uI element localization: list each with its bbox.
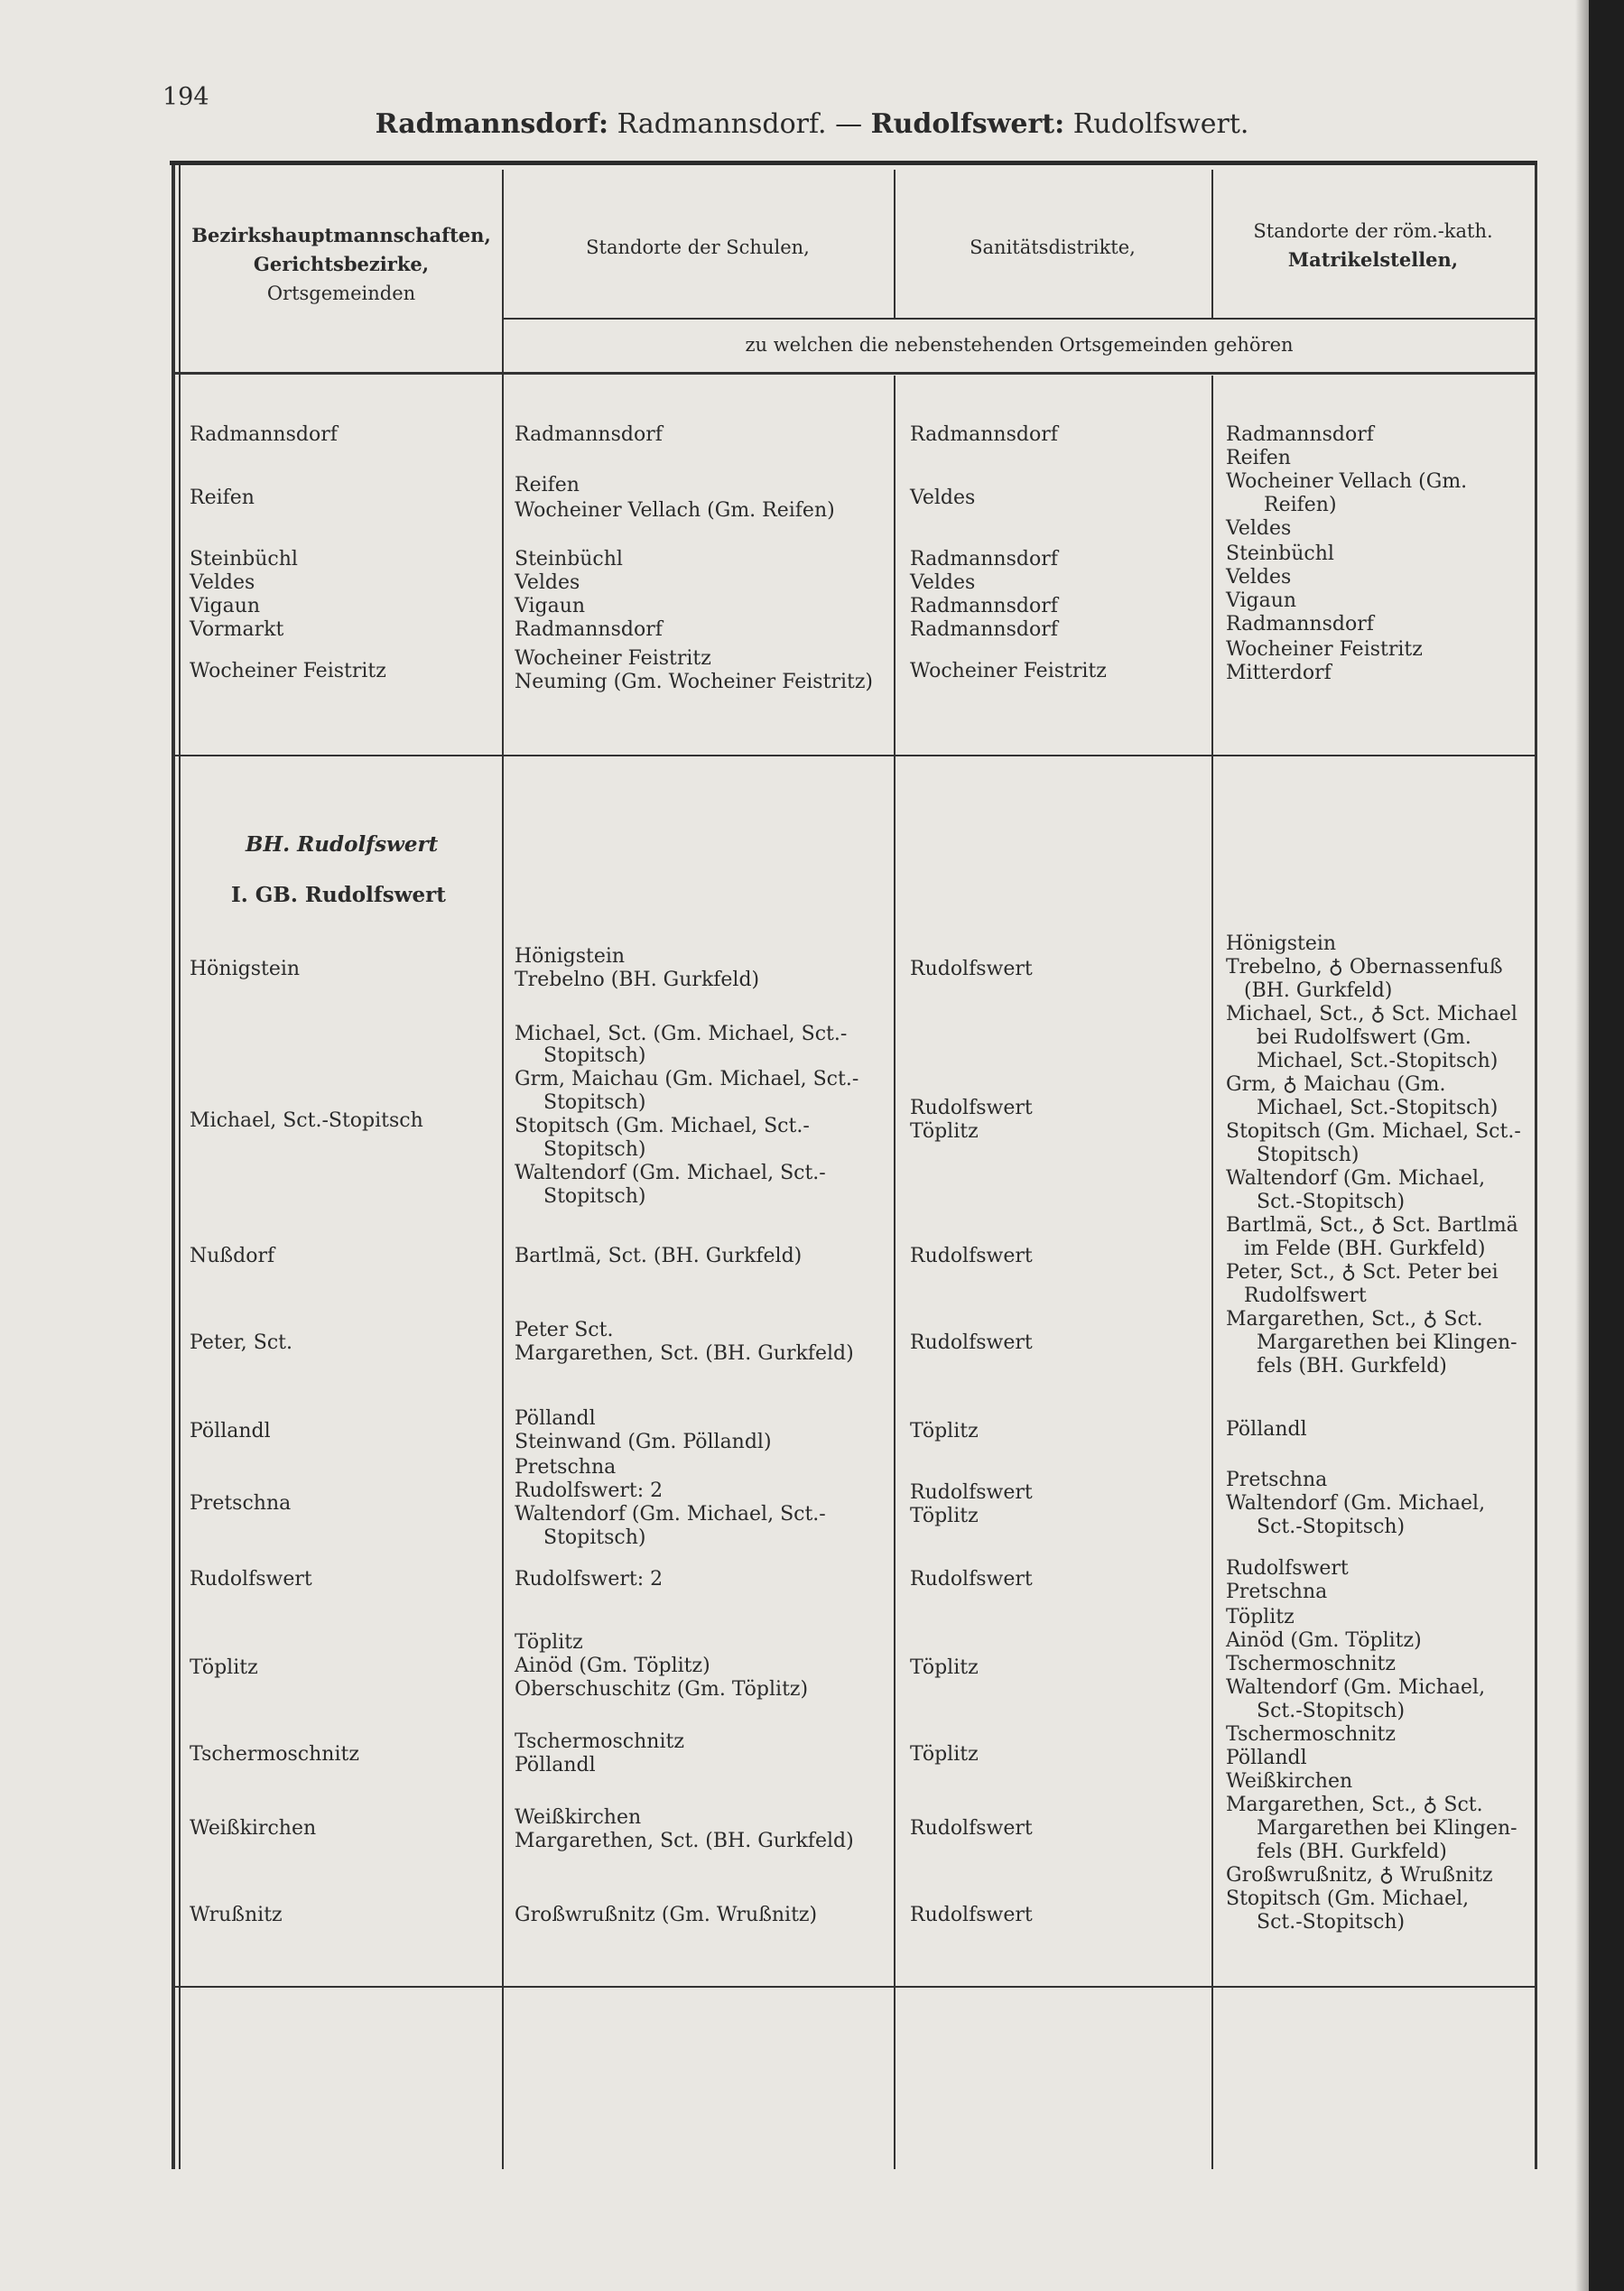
s2-col4-18: fels (BH. Gurkfeld) (1257, 1355, 1447, 1377)
s1-col1-0: Radmannsdorf (190, 423, 338, 446)
s1-col4-9: Wocheiner Feistritz (1226, 638, 1423, 661)
s2-col1-5: Pretschna (190, 1492, 292, 1515)
s2-col1-2: Nußdorf (190, 1245, 275, 1267)
s1-col3-4: Radmannsdorf (910, 595, 1058, 617)
s2-col2-0: Hönigstein (515, 945, 626, 968)
col3-divider-body (894, 376, 896, 2169)
s1-col4-3: Reifen) (1264, 494, 1337, 516)
page-number: 194 (162, 83, 209, 111)
header-col1-line3: Ortsgemeinden (266, 283, 416, 304)
s2-col4-26: Ainöd (Gm. Töplitz) (1226, 1629, 1422, 1652)
s2-col4-28: Waltendorf (Gm. Michael, (1226, 1676, 1486, 1699)
s1-col2-1: Reifen (515, 474, 580, 496)
s1-col2-6: Radmannsdorf (515, 618, 663, 641)
s2-col4-13: im Felde (BH. Gurkfeld) (1244, 1238, 1486, 1260)
s1-col2-0: Radmannsdorf (515, 423, 663, 446)
s2-col2-27: Großwrußnitz (Gm. Wrußnitz) (515, 1904, 818, 1926)
s1-col2-3: Steinbüchl (515, 548, 623, 570)
s1-col2-5: Vigaun (515, 595, 586, 617)
s2-col3-5: Töplitz (910, 1420, 979, 1442)
header-col4 (1211, 217, 1535, 274)
s2-col2-15: Pretschna (515, 1456, 617, 1479)
s2-col4-25: Töplitz (1226, 1606, 1295, 1628)
s2-col1-9: Weißkirchen (190, 1817, 317, 1840)
s2-col2-8: Waltendorf (Gm. Michael, Sct.- (515, 1162, 826, 1184)
s2-col4-33: Margarethen, Sct., ♁ Sct. (1226, 1794, 1483, 1816)
s1-col4-7: Vigaun (1226, 589, 1297, 612)
s2-col2-7: Stopitsch) (543, 1138, 646, 1161)
s2-col2-26: Margarethen, Sct. (BH. Gurkfeld) (515, 1830, 854, 1852)
s2-col4-38: Sct.-Stopitsch) (1257, 1911, 1406, 1934)
header-col4-line2: Matrikelstellen, (1287, 248, 1459, 271)
title-right: Rudolfswert. (1072, 108, 1249, 140)
s1-col4-0: Radmannsdorf (1226, 423, 1374, 446)
s1-col3-0: Radmannsdorf (910, 423, 1058, 446)
s1-col3-3: Veldes (910, 571, 976, 594)
s2-col4-11: Sct.-Stopitsch) (1257, 1191, 1406, 1213)
s1-col4-10: Mitterdorf (1226, 662, 1332, 684)
s2-col3-0: Rudolfswert (910, 958, 1033, 980)
s2-col2-21: Ainöd (Gm. Töplitz) (515, 1655, 710, 1677)
s2-col2-1: Trebelno (BH. Gurkfeld) (515, 969, 760, 991)
s2-col2-19: Rudolfswert: 2 (515, 1568, 664, 1591)
s1-col4-1: Reifen (1226, 447, 1291, 469)
s2-col4-0: Hönigstein (1226, 932, 1337, 955)
header-col3: Sanitätsdistrikte, (970, 237, 1136, 258)
gb-heading: I. GB. Rudolfswert (231, 883, 446, 907)
s2-col4-19: Pöllandl (1226, 1418, 1307, 1441)
s2-col4-14: Peter, Sct., ♁ Sct. Peter bei (1226, 1261, 1499, 1284)
s2-col4-10: Waltendorf (Gm. Michael, (1226, 1167, 1486, 1190)
s1-col3-6: Wocheiner Feistritz (910, 660, 1107, 682)
s2-col4-8: Stopitsch (Gm. Michael, Sct.- (1226, 1120, 1521, 1143)
title-dash: — (835, 108, 863, 140)
s2-col4-23: Rudolfswert (1226, 1557, 1349, 1580)
s2-col2-20: Töplitz (515, 1631, 583, 1654)
s2-col3-2: Töplitz (910, 1120, 979, 1143)
s2-col2-24: Pöllandl (515, 1754, 596, 1776)
s2-col2-11: Peter Sct. (515, 1319, 614, 1341)
s2-col3-6: Rudolfswert (910, 1481, 1033, 1504)
s1-col4-6: Veldes (1226, 566, 1292, 589)
s2-col2-2: Michael, Sct. (Gm. Michael, Sct.- (515, 1023, 848, 1045)
s2-col4-16: Margarethen, Sct., ♁ Sct. (1226, 1308, 1483, 1331)
s1-col3-1: Veldes (910, 487, 976, 509)
table-left-border (172, 165, 175, 2169)
s2-col4-35: fels (BH. Gurkfeld) (1257, 1841, 1447, 1863)
title-right-bold: Rudolfswert: (870, 108, 1065, 140)
s2-col4-12: Bartlmä, Sct., ♁ Sct. Bartlmä (1226, 1214, 1518, 1237)
s2-col3-11: Rudolfswert (910, 1817, 1033, 1840)
s2-col4-9: Stopitsch) (1257, 1144, 1360, 1166)
bh-heading: BH. Rudolfswert (246, 832, 439, 857)
subheader-rule (502, 318, 1536, 320)
s1-col4-4: Veldes (1226, 517, 1292, 540)
s1-col1-6: Wocheiner Feistritz (190, 660, 386, 682)
s2-col1-0: Hönigstein (190, 958, 301, 980)
s2-col4-36: Großwrußnitz, ♁ Wrußnitz (1226, 1864, 1493, 1887)
s2-col3-10: Töplitz (910, 1743, 979, 1766)
s2-col3-7: Töplitz (910, 1505, 979, 1527)
s2-col3-8: Rudolfswert (910, 1568, 1033, 1591)
s1-col1-3: Veldes (190, 571, 255, 594)
s2-col1-7: Töplitz (190, 1656, 258, 1679)
header-col1-line2: Gerichtsbezirke, (253, 253, 430, 275)
s2-col4-20: Pretschna (1226, 1469, 1328, 1491)
table-top-rule (170, 161, 1537, 165)
s2-col1-1: Michael, Sct.-Stopitsch (190, 1109, 423, 1132)
s2-col4-3: Michael, Sct., ♁ Sct. Michael (1226, 1003, 1517, 1025)
s2-col4-24: Pretschna (1226, 1581, 1328, 1603)
s2-col1-6: Rudolfswert (190, 1568, 312, 1591)
s2-col2-23: Tschermoschnitz (515, 1730, 684, 1753)
s1-col2-2: Wocheiner Vellach (Gm. Reifen) (515, 499, 835, 522)
s2-col2-22: Oberschuschitz (Gm. Töplitz) (515, 1678, 809, 1701)
s2-col1-8: Tschermoschnitz (190, 1743, 359, 1766)
title-left-bold: Radmannsdorf: (375, 108, 609, 140)
s2-col1-4: Pöllandl (190, 1420, 271, 1442)
s2-col4-34: Margarethen bei Klingen- (1257, 1817, 1517, 1840)
s1-col1-2: Steinbüchl (190, 548, 298, 570)
section2-bottom-rule (175, 1986, 1536, 1988)
s1-col1-5: Vormarkt (190, 618, 284, 641)
s2-col2-3: Stopitsch) (543, 1044, 646, 1067)
s2-col2-6: Stopitsch (Gm. Michael, Sct.- (515, 1115, 810, 1137)
s2-col4-2: (BH. Gurkfeld) (1244, 979, 1393, 1002)
s1-col2-4: Veldes (515, 571, 580, 594)
s2-col2-17: Waltendorf (Gm. Michael, Sct.- (515, 1503, 826, 1526)
s2-col4-15: Rudolfswert (1244, 1285, 1367, 1307)
s2-col4-31: Pöllandl (1226, 1747, 1307, 1769)
s2-col4-7: Michael, Sct.-Stopitsch) (1257, 1097, 1499, 1119)
section1-bottom-rule (175, 755, 1536, 756)
s2-col2-9: Stopitsch) (543, 1185, 646, 1208)
s1-col4-2: Wocheiner Vellach (Gm. (1226, 470, 1468, 493)
s2-col4-21: Waltendorf (Gm. Michael, (1226, 1492, 1486, 1515)
s2-col4-37: Stopitsch (Gm. Michael, (1226, 1888, 1470, 1910)
s2-col4-29: Sct.-Stopitsch) (1257, 1700, 1406, 1722)
s1-col2-7: Wocheiner Feistritz (515, 647, 711, 670)
subheader: zu welchen die nebenstehenden Ortsgemeinden gehören (745, 334, 1294, 356)
s2-col4-1: Trebelno, ♁ Obernassenfuß (1226, 956, 1503, 979)
s2-col1-3: Peter, Sct. (190, 1331, 293, 1354)
s2-col4-4: bei Rudolfswert (Gm. (1257, 1026, 1471, 1049)
header-bottom-rule (175, 372, 1536, 375)
s2-col2-18: Stopitsch) (543, 1526, 646, 1549)
s2-col3-1: Rudolfswert (910, 1097, 1033, 1119)
s1-col1-1: Reifen (190, 487, 255, 509)
page-edge-shadow (1575, 0, 1590, 2291)
page-edge (1589, 0, 1624, 2291)
page-title (0, 108, 1624, 140)
s1-col1-4: Vigaun (190, 595, 261, 617)
s2-col2-4: Grm, Maichau (Gm. Michael, Sct.- (515, 1068, 859, 1090)
title-left: Radmannsdorf. (617, 108, 827, 140)
s2-col2-5: Stopitsch) (543, 1091, 646, 1114)
header-col1-line1: Bezirkshauptmannschaften, (191, 224, 491, 246)
s2-col4-27: Tschermoschnitz (1226, 1653, 1396, 1675)
s2-col2-13: Pöllandl (515, 1407, 596, 1430)
s2-col2-16: Rudolfswert: 2 (515, 1479, 664, 1502)
s2-col2-14: Steinwand (Gm. Pöllandl) (515, 1431, 772, 1453)
s2-col4-17: Margarethen bei Klingen- (1257, 1331, 1517, 1354)
table-right-border (1535, 165, 1537, 2169)
s1-col4-8: Radmannsdorf (1226, 613, 1374, 635)
s1-col4-5: Steinbüchl (1226, 543, 1334, 565)
s2-col1-10: Wrußnitz (190, 1904, 283, 1926)
header-col2: Standorte der Schulen, (586, 237, 810, 258)
s2-col3-3: Rudolfswert (910, 1245, 1033, 1267)
header-col4-line1: Standorte der röm.-kath. (1253, 220, 1493, 242)
s2-col4-22: Sct.-Stopitsch) (1257, 1516, 1406, 1538)
s2-col3-4: Rudolfswert (910, 1331, 1033, 1354)
s2-col4-30: Tschermoschnitz (1226, 1723, 1396, 1746)
s2-col2-10: Bartlmä, Sct. (BH. Gurkfeld) (515, 1245, 803, 1267)
s2-col4-5: Michael, Sct.-Stopitsch) (1257, 1050, 1499, 1072)
s2-col4-6: Grm, ♁ Maichau (Gm. (1226, 1073, 1446, 1096)
s2-col3-9: Töplitz (910, 1656, 979, 1679)
s2-col2-12: Margarethen, Sct. (BH. Gurkfeld) (515, 1342, 854, 1365)
col4-divider-body (1211, 376, 1213, 2169)
s2-col2-25: Weißkirchen (515, 1806, 642, 1829)
s2-col3-12: Rudolfswert (910, 1904, 1033, 1926)
header-col1 (181, 221, 502, 308)
s2-col4-32: Weißkirchen (1226, 1770, 1353, 1793)
s1-col3-5: Radmannsdorf (910, 618, 1058, 641)
col2-divider (502, 170, 504, 2169)
table-left-border-inner (179, 165, 181, 2169)
s1-col2-8: Neuming (Gm. Wocheiner Feistritz) (515, 671, 874, 693)
s1-col3-2: Radmannsdorf (910, 548, 1058, 570)
